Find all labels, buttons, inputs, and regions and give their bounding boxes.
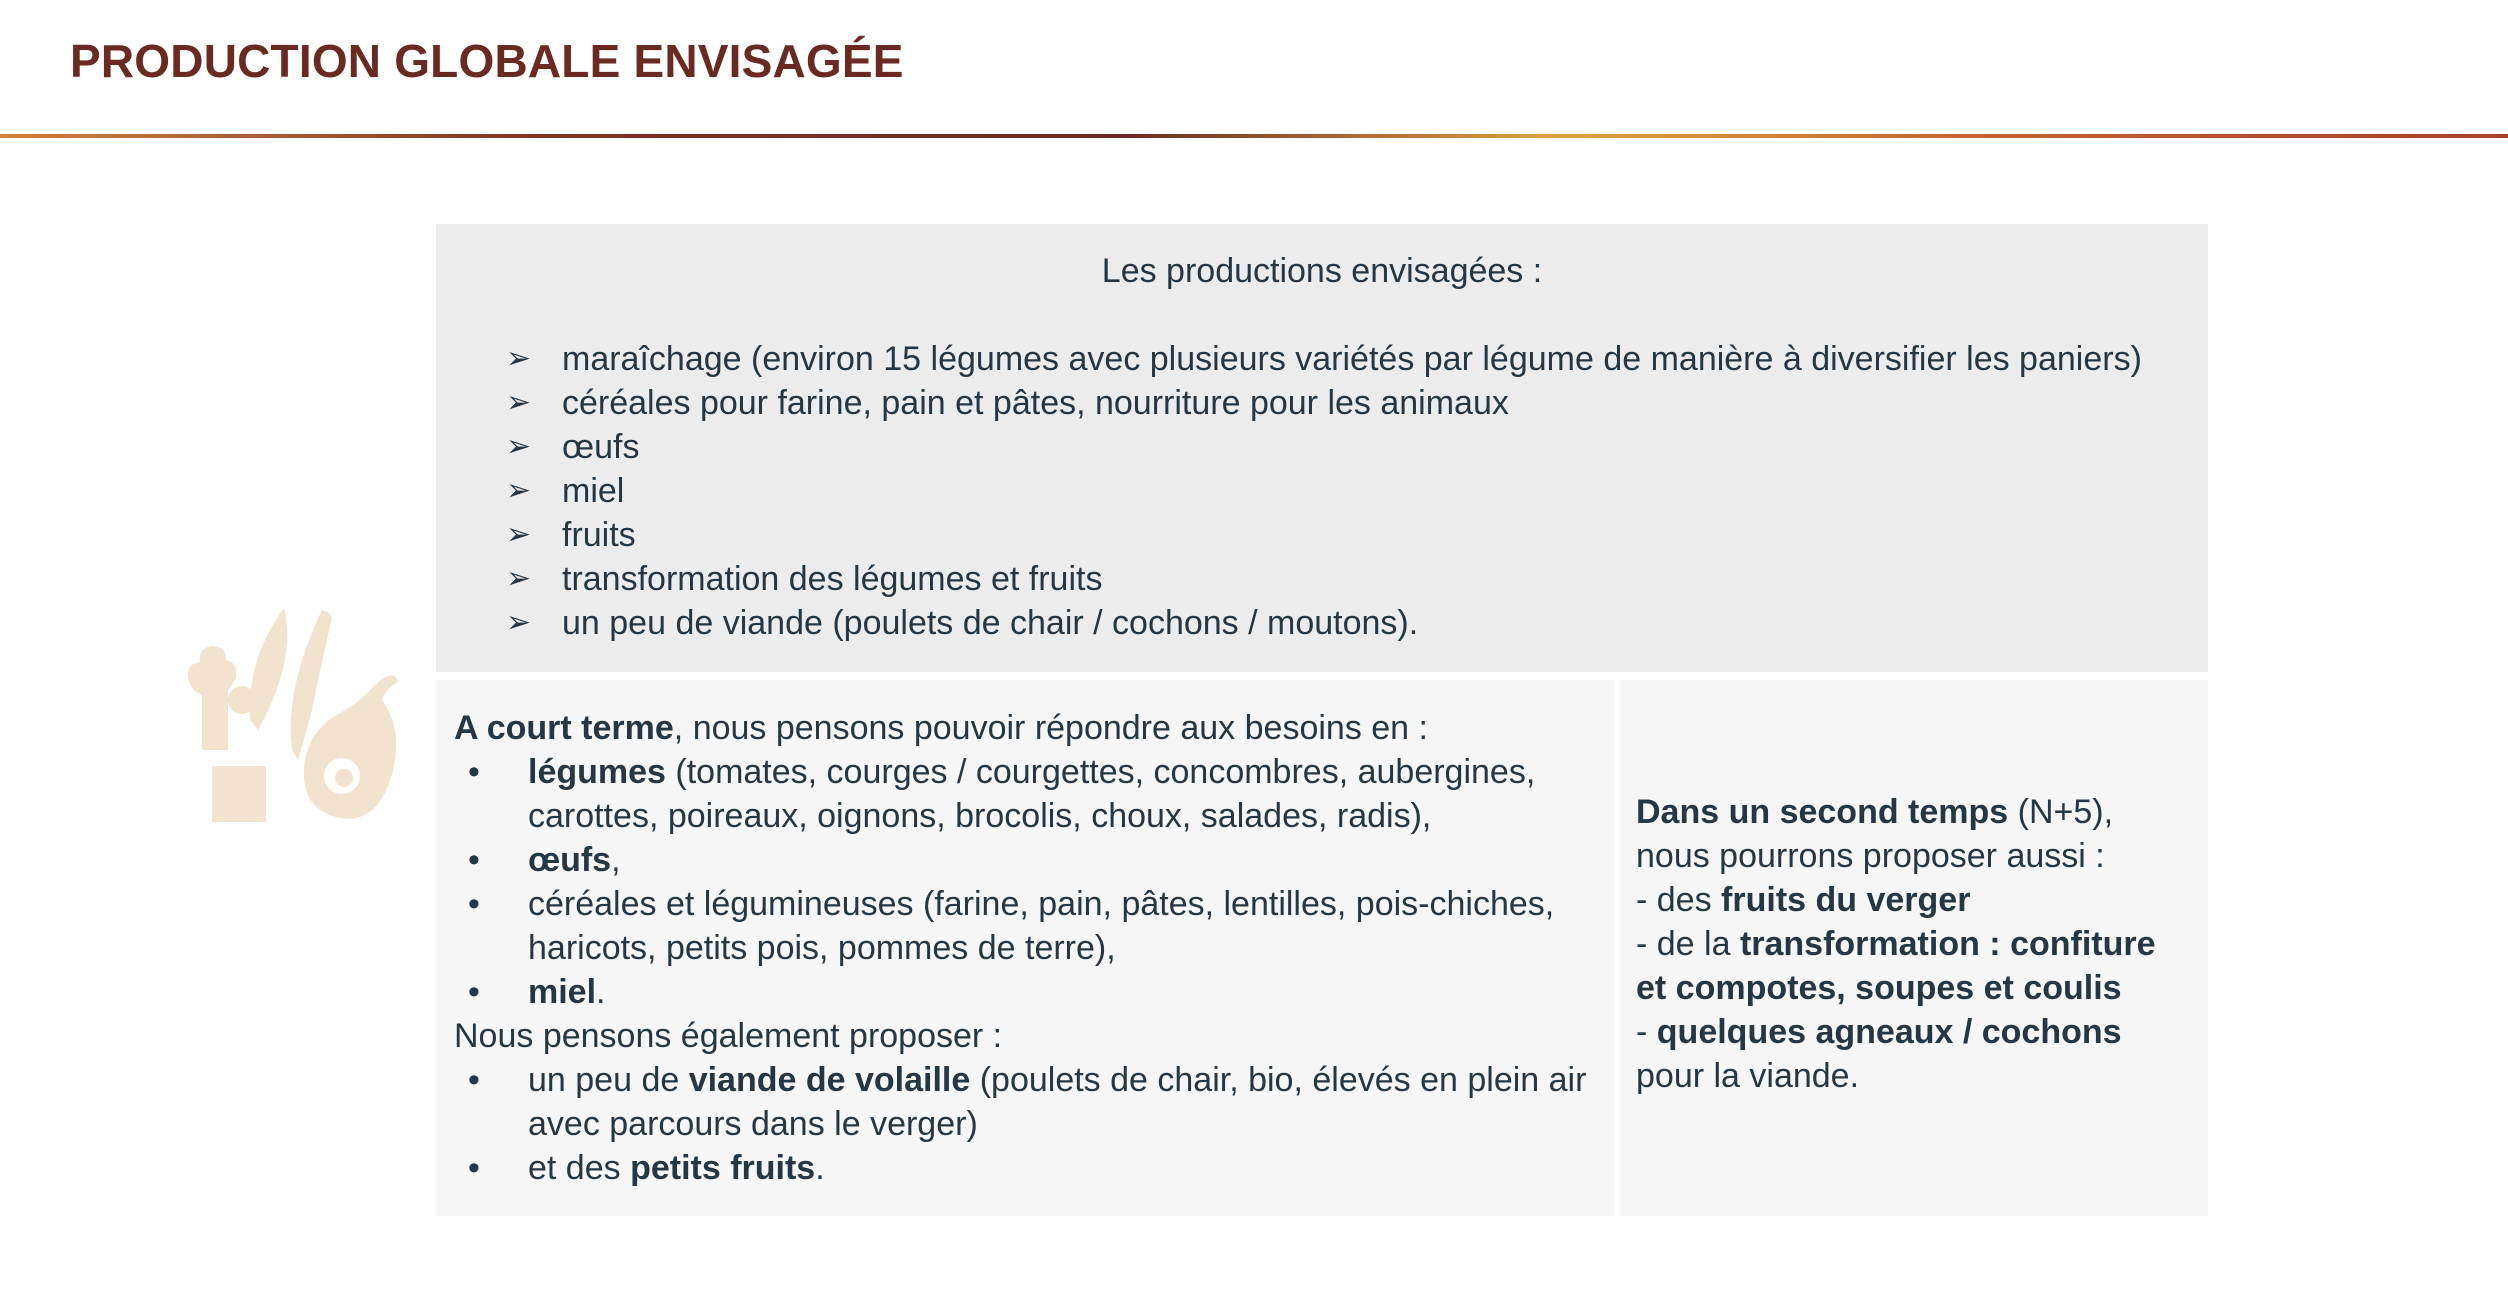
productions-heading: Les productions envisagées : [1101,252,1543,290]
list-item: ➢ un peu de viande (poulets de chair / cochons / moutons). [506,601,2208,645]
list-item: ➢ céréales pour farine, pain et pâtes, nourriture pour les animaux [506,381,2208,425]
list-item: • légumes (tomates, courges / courgettes, concombres, aubergines, carottes, poireaux, oignons, brocolis, choux, salades, radis), [454,750,1596,838]
short-term-intro: A court terme, nous pensons pouvoir répondre aux besoins en : [454,709,1428,747]
short-term-list [454,750,1596,1014]
productions-list [436,337,2208,645]
arrow-bullet-icon: ➢ [506,342,532,375]
second-phase-intro: Dans un second temps (N+5), nous pourrons proposer aussi : [1636,793,2114,875]
arrow-bullet-icon: ➢ [506,474,532,507]
list-item: • céréales et légumineuses (farine, pain, pâtes, lentilles, pois-chiches, haricots, petits pois, pommes de terre), [454,882,1596,970]
also-list [454,1058,1596,1190]
also-intro: Nous pensons également proposer : [454,1017,1003,1055]
title-divider [0,134,2508,138]
list-item: ➢ fruits [506,513,2208,557]
list-item: ➢ maraîchage (environ 15 légumes avec plusieurs variétés par légume de manière à diversifier les paniers) [506,337,2208,381]
list-item: • miel. [454,970,1596,1014]
list-item: ➢ miel [506,469,2208,513]
second-phase-line: - quelques agneaux / cochons pour la viande. [1636,1013,2122,1095]
list-item: ➢ œufs [506,425,2208,469]
second-phase-panel [1620,680,2208,1216]
list-item: ➢ transformation des légumes et fruits [506,557,2208,601]
vegetables-illustration-icon [172,600,402,830]
arrow-bullet-icon: ➢ [506,562,532,595]
short-term-panel [436,680,1614,1216]
second-phase-line: - des fruits du verger [1636,881,1971,919]
page-title: PRODUCTION GLOBALE ENVISAGÉE [70,35,904,87]
list-item: • œufs, [454,838,1596,882]
list-item: • et des petits fruits. [454,1146,1596,1190]
arrow-bullet-icon: ➢ [506,606,532,639]
arrow-bullet-icon: ➢ [506,430,532,463]
list-item: • un peu de viande de volaille (poulets de chair, bio, élevés en plein air avec parcours dans le verger) [454,1058,1596,1146]
productions-panel [436,224,2208,672]
arrow-bullet-icon: ➢ [506,386,532,419]
second-phase-line: - de la transformation : confiture et compotes, soupes et coulis [1636,925,2156,1007]
arrow-bullet-icon: ➢ [506,518,532,551]
